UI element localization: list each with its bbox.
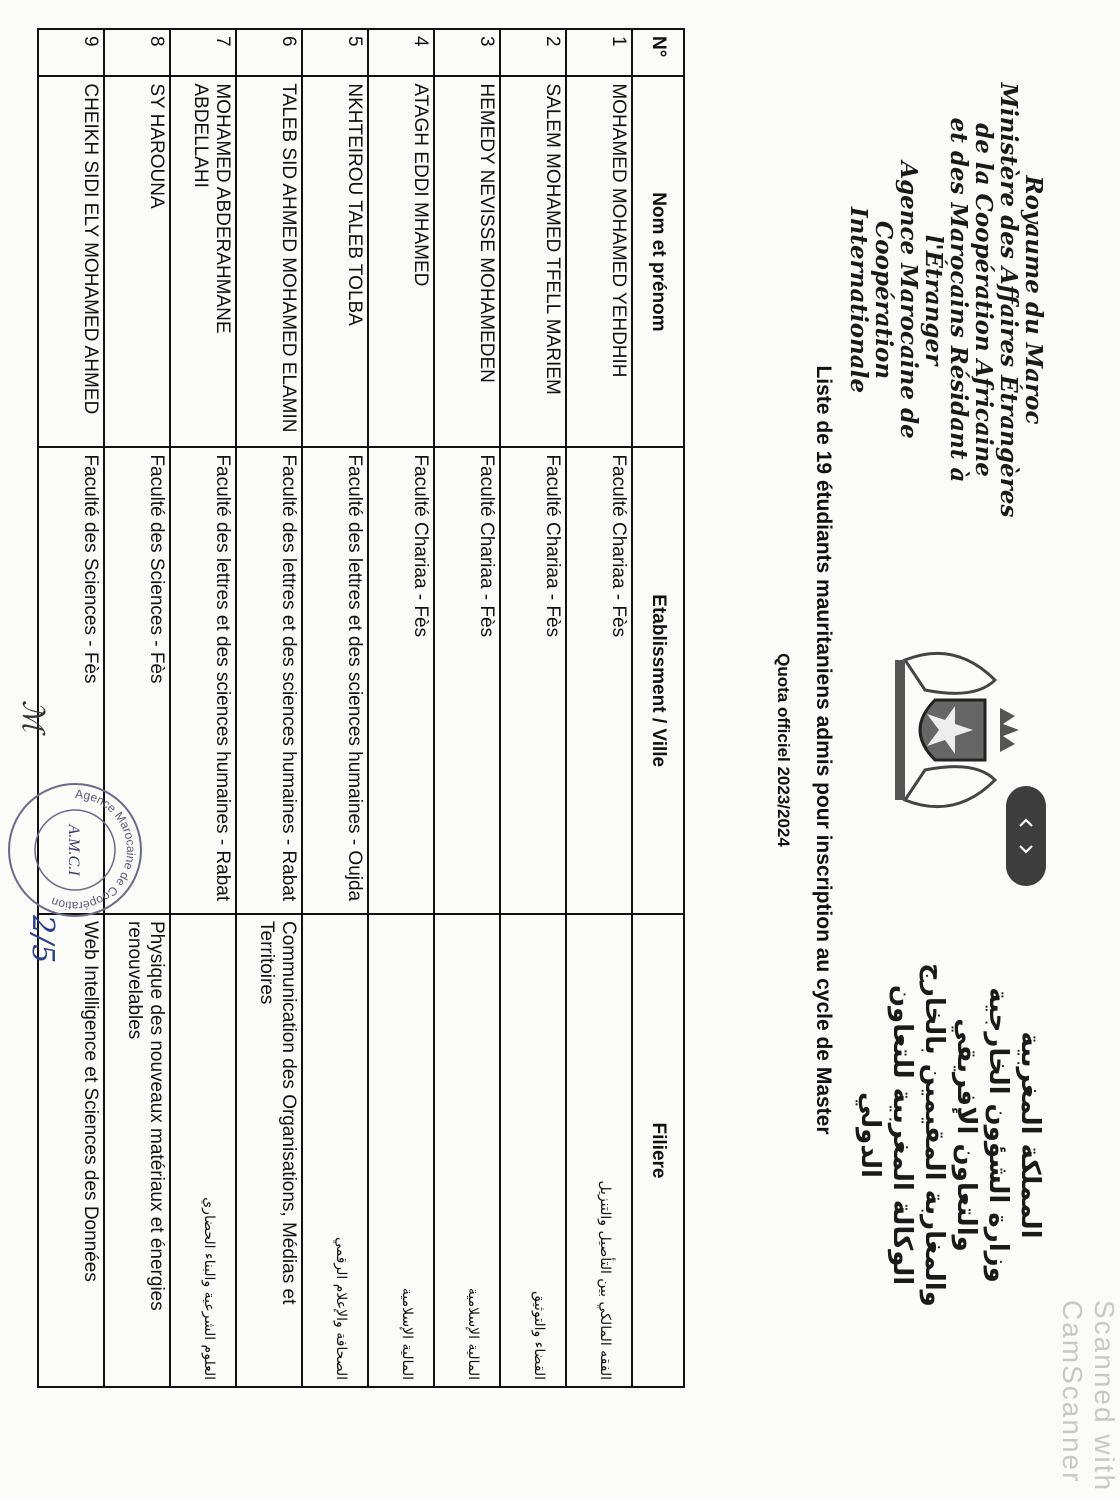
table-header-row <box>632 29 684 1387</box>
cell-name: SALEM MOHAMED TFELL MARIEM <box>500 76 566 447</box>
coat-of-arms-icon <box>885 620 1025 840</box>
page-number: 2/5 <box>25 915 60 964</box>
cell-filiere <box>104 914 170 1387</box>
cell-etablissement: Faculté Chariaa - Fès <box>500 447 566 914</box>
cell-name: MOHAMED ABDERAHMANE ABDELLAHI <box>170 76 236 447</box>
header-line: المملكة المغربية <box>1015 1031 1045 1239</box>
filiere-ar: الصحافة والإعلام الرقمي <box>333 1236 349 1380</box>
header-line: Ministère des Affaires Étrangères <box>995 82 1022 518</box>
scanner-watermark: Scanned with CamScanner <box>1057 1300 1120 1493</box>
cell-filiere <box>368 914 434 1387</box>
cell-filiere <box>236 914 302 1387</box>
cell-filiere <box>434 914 500 1387</box>
ministry-header-arabic <box>854 895 1046 1375</box>
cell-etablissement: Faculté des Sciences - Fès <box>104 447 170 914</box>
cell-etablissement: Faculté Chariaa - Fès <box>368 447 434 914</box>
chevron-up-icon[interactable] <box>1018 818 1034 828</box>
header-etablissement: Etablissment / Ville <box>632 447 684 914</box>
cell-name: SY HAROUNA <box>104 76 170 447</box>
table-row <box>236 29 302 1387</box>
cell-no: 8 <box>104 29 170 76</box>
table-row <box>566 29 632 1387</box>
page-navigation <box>1006 786 1046 886</box>
stamp-center-text: A.M.C.I <box>65 824 82 876</box>
chevron-down-icon[interactable] <box>1018 844 1034 854</box>
cell-etablissement: Faculté des lettres et des sciences humaines - Rabat <box>170 447 236 914</box>
ministry-header-french <box>846 80 1046 520</box>
header-line: الوكالة المغربية للتعاون <box>887 984 917 1286</box>
table-row <box>170 29 236 1387</box>
header-line: والمغاربة المقيمين بالخارج <box>919 963 949 1307</box>
cell-name: NKHTEIROU TALEB TOLBA <box>302 76 368 447</box>
filiere-ar: الفقه المالكي بين التأصيل والتنزيل <box>597 1180 613 1380</box>
header-line: والتعاون الإفريقي <box>951 1018 981 1252</box>
filiere-fr: Web Intelligence et Sciences des Données <box>80 921 101 1282</box>
stamp-ring-text: Agence Marocaine de Coopération <box>48 786 139 914</box>
header-line: et des Marocains Résidant à l'Étranger <box>920 117 972 483</box>
handwritten-initials: ℳ <box>15 700 50 733</box>
cell-etablissement: Faculté des Sciences - Fès <box>38 447 104 914</box>
document-subtitle: Quota officiel 2023/2024 <box>774 653 793 847</box>
cell-name: CHEIKH SIDI ELY MOHAMED AHMED <box>38 76 104 447</box>
header-line: وزارة الشؤون الخارجية <box>983 987 1013 1283</box>
cell-filiere <box>170 914 236 1387</box>
students-table <box>37 28 685 1388</box>
cell-name: TALEB SID AHMED MOHAMED ELAMIN <box>236 76 302 447</box>
header-line: Royaume du Maroc <box>1020 175 1047 425</box>
header-line: Internationale <box>845 206 872 394</box>
filiere-ar: القضاء والتوثيق <box>531 1291 547 1380</box>
header-no: N° <box>632 29 684 76</box>
header-filiere: Filiere <box>632 914 684 1387</box>
cell-etablissement: Faculté Chariaa - Fès <box>566 447 632 914</box>
cell-no: 9 <box>38 29 104 76</box>
filiere-ar: المالية الإسلامية <box>399 1287 415 1380</box>
cell-etablissement: Faculté Chariaa - Fès <box>434 447 500 914</box>
header-name: Nom et prénom <box>632 76 684 447</box>
cell-no: 7 <box>170 29 236 76</box>
cell-etablissement: Faculté des lettres et des sciences humaines - Oujda <box>302 447 368 914</box>
cell-filiere <box>302 914 368 1387</box>
cell-no: 6 <box>236 29 302 76</box>
cell-filiere <box>38 914 104 1387</box>
header-line: Agence Marocaine de Coopération <box>870 161 922 439</box>
filiere-fr: Communication des Organisations, Médias et Territoires <box>256 921 299 1305</box>
table-row <box>368 29 434 1387</box>
cell-no: 2 <box>500 29 566 76</box>
header-line: الدولي <box>855 1092 885 1178</box>
cell-name: ATAGH EDDI MHAMED <box>368 76 434 447</box>
cell-no: 4 <box>368 29 434 76</box>
filiere-ar: العلوم الشرعية والبناء الحضاري <box>201 1197 217 1380</box>
cell-no: 1 <box>566 29 632 76</box>
document-title: Liste de 19 étudiants mauritaniens admis pour inscription au cycle de Master <box>812 365 835 1135</box>
cell-no: 5 <box>302 29 368 76</box>
table-row <box>104 29 170 1387</box>
table-row <box>434 29 500 1387</box>
cell-filiere <box>566 914 632 1387</box>
cell-name: MOHAMED MOHAMED YEHDHIH <box>566 76 632 447</box>
filiere-ar: المالية الإسلامية <box>465 1287 481 1380</box>
official-stamp <box>5 780 145 920</box>
table-row <box>500 29 566 1387</box>
cell-etablissement: Faculté des lettres et des sciences humaines - Rabat <box>236 447 302 914</box>
table-row <box>302 29 368 1387</box>
cell-name: HEMEDY NEVISSE MOHAMEDEN <box>434 76 500 447</box>
cell-filiere <box>500 914 566 1387</box>
header-line: de la Coopération Africaine <box>970 123 997 477</box>
cell-no: 3 <box>434 29 500 76</box>
filiere-fr: Physique des nouveaux matériaux et énergies renouvelables <box>124 921 167 1311</box>
